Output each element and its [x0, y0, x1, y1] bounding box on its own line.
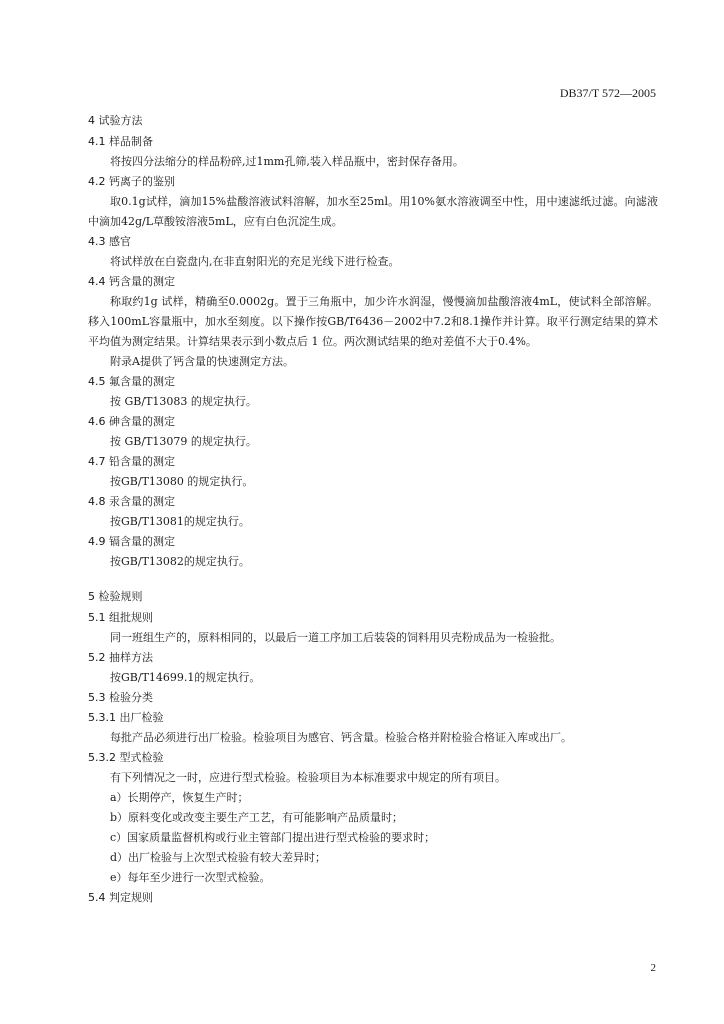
paragraph: 同一班组生产的，原料相同的，以最后一道工序加工后装袋的饲料用贝壳粉成品为一检验批。	[110, 631, 561, 644]
subsection-heading: 4.9 镉含量的测定	[88, 535, 175, 548]
paragraph: 按GB/T13081的规定执行。	[110, 515, 250, 528]
paragraph: b）原料变化或改变主要生产工艺，有可能影响产品质量时；	[110, 811, 404, 824]
paragraph: 按 GB/T13079 的规定执行。	[110, 435, 257, 448]
section-heading: 5 检验规则	[88, 590, 143, 603]
paragraph: e）每年至少进行一次型式检验。	[110, 871, 271, 884]
standard-code-header: DB37/T 572—2005	[559, 86, 656, 100]
paragraph: 将试样放在白瓷盘内,在非直射阳光的充足光线下进行检查。	[110, 255, 400, 268]
paragraph: 将按四分法缩分的样品粉碎,过1mm孔筛,装入样品瓶中，密封保存备用。	[110, 155, 464, 168]
subsection-heading: 5.3.2 型式检验	[88, 751, 164, 764]
paragraph: 按GB/T14699.1的规定执行。	[110, 671, 261, 684]
subsection-heading: 4.5 氟含量的测定	[88, 375, 175, 388]
subsection-heading: 4.7 铅含量的测定	[88, 455, 175, 468]
paragraph: 按GB/T13080 的规定执行。	[110, 475, 254, 488]
subsection-heading: 5.1 组批规则	[88, 611, 153, 624]
subsection-heading: 5.3.1 出厂检验	[88, 711, 164, 724]
subsection-heading: 4.3 感官	[88, 235, 131, 248]
paragraph: 附录A提供了钙含量的快速测定方法。	[110, 355, 294, 368]
paragraph: 有下列情况之一时，应进行型式检验。检验项目为本标准要求中规定的所有项目。	[110, 771, 506, 784]
subsection-heading: 4.4 钙含量的测定	[88, 275, 175, 288]
paragraph: c）国家质量监督机构或行业主管部门提出进行型式检验的要求时；	[110, 831, 436, 844]
subsection-heading: 4.8 汞含量的测定	[88, 495, 175, 508]
paragraph: a）长期停产，恢复生产时；	[110, 791, 249, 804]
paragraph: 按GB/T13082的规定执行。	[110, 555, 250, 568]
section-heading: 4 试验方法	[88, 114, 143, 127]
subsection-heading: 4.2 钙离子的鉴别	[88, 175, 175, 188]
paragraph: 每批产品必须进行出厂检验。检验项目为感官、钙含量。检验合格并附检验合格证入库或出厂。	[110, 731, 572, 744]
paragraph: d）出厂检验与上次型式检验有较大差异时；	[110, 851, 327, 864]
subsection-heading: 4.6 砷含量的测定	[88, 415, 175, 428]
page-number: 2	[650, 962, 656, 974]
subsection-heading: 5.3 检验分类	[88, 691, 153, 704]
paragraph: 称取约1g 试样，精确至0.0002g。置于三角瓶中，加少许水润湿，慢慢滴加盐酸溶液4mL，使试料全部溶解。移入100mL容量瓶中，加水至刻度。以下操作按GB/T6436－2002中7.2和8.1操作并计算。取平行测定结果的算术平均值为测定结果。计算结果表示到小数点后 1 位。两次测试结果的绝对差值不大于0.4%。	[88, 295, 658, 348]
paragraph: 按 GB/T13083 的规定执行。	[110, 395, 257, 408]
paragraph: 取0.1g试样，滴加15%盐酸溶液试料溶解，加水至25ml。用10%氨水溶液调至中性，用中速滤纸过滤。向滤液中滴加42g/L草酸铵溶液5mL，应有白色沉淀生成。	[88, 195, 658, 228]
subsection-heading: 4.1 样品制备	[88, 135, 153, 148]
subsection-heading: 5.4 判定规则	[88, 891, 153, 904]
document-body	[88, 110, 658, 908]
subsection-heading: 5.2 抽样方法	[88, 651, 153, 664]
section-gap	[88, 572, 658, 586]
